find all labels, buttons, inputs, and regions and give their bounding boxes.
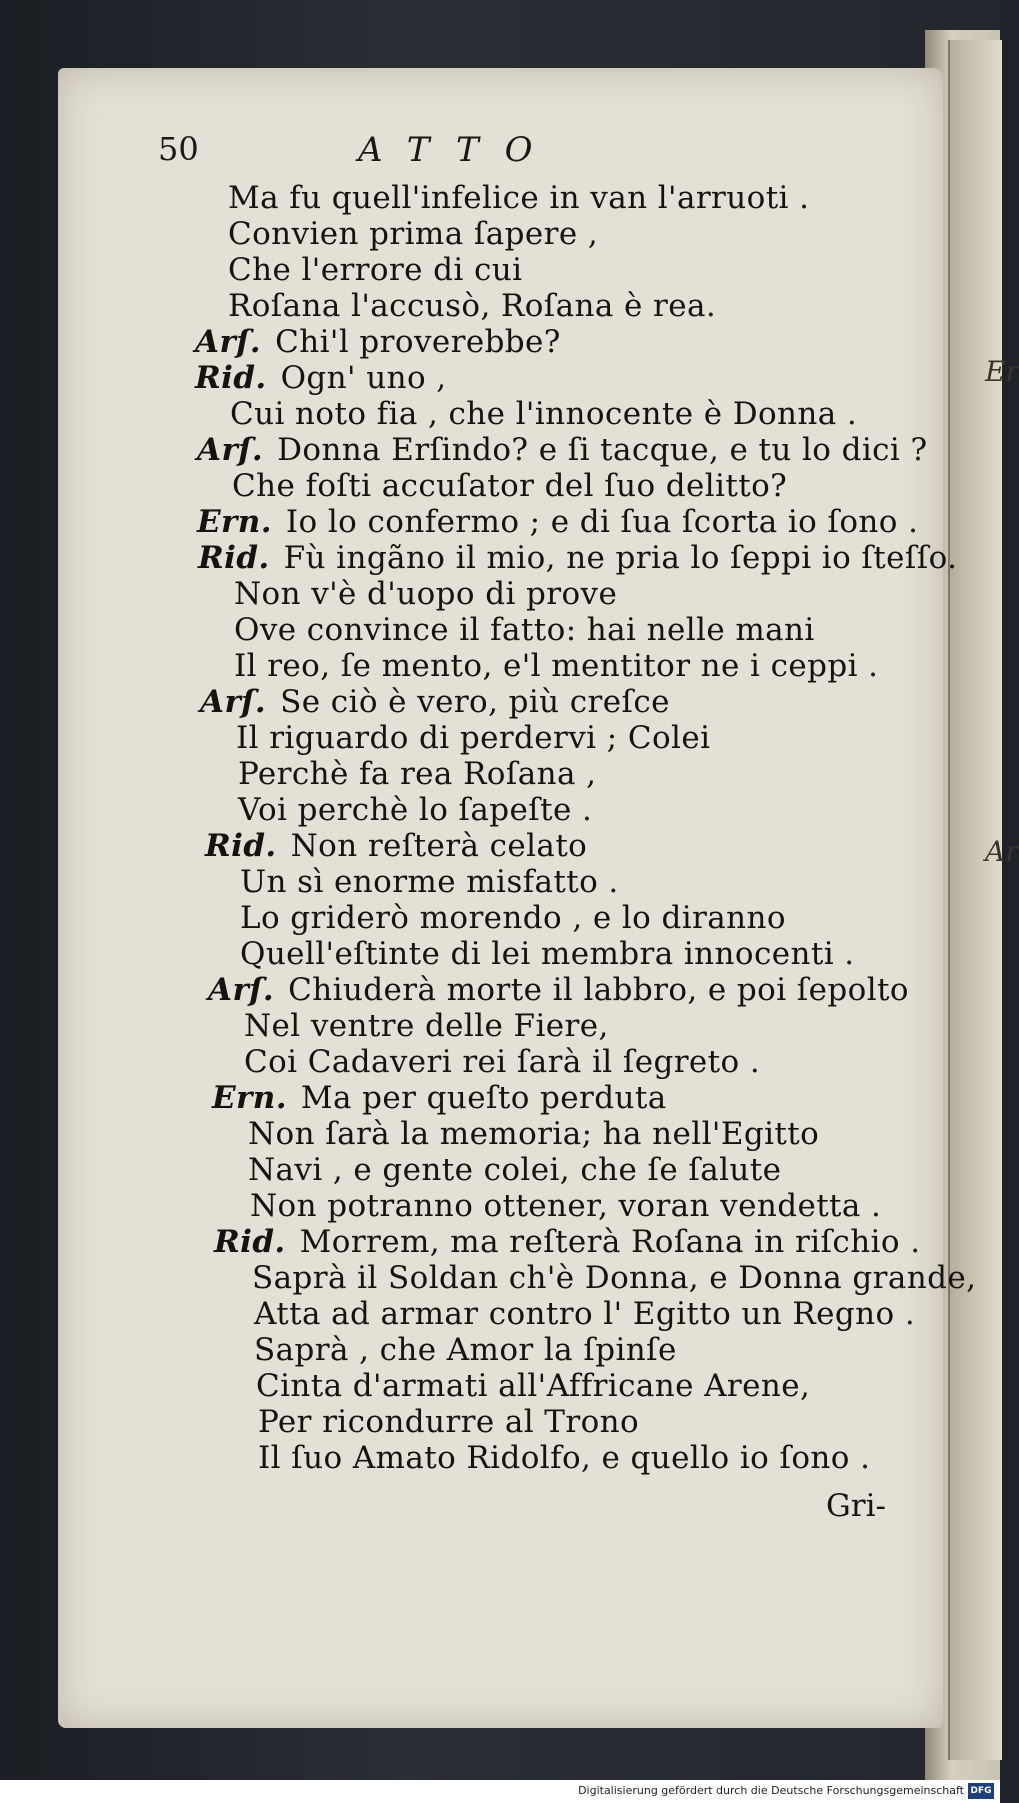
line-text: Morrem, ma reſterà Roſana in riſchio .: [299, 1224, 921, 1260]
speaker-label: Arſ.: [200, 684, 267, 720]
line-text: Non reſterà celato: [290, 828, 588, 864]
verse-line: [208, 972, 909, 1008]
verse-line: [248, 1116, 819, 1152]
line-text: Non potranno ottener, voran vendetta .: [250, 1188, 882, 1224]
verse-line: [254, 1332, 677, 1368]
line-text: Un sì enorme misfatto .: [240, 864, 619, 900]
line-text: Cinta d'armati all'Affricane Arene,: [256, 1368, 811, 1404]
line-text: Ma per queſto perduta: [300, 1080, 667, 1116]
verse-line: [258, 1440, 870, 1476]
verse-line: [198, 540, 957, 576]
line-text: Saprà , che Amor la ſpinſe: [254, 1332, 677, 1368]
verse-line: [195, 324, 561, 360]
speaker-label: Ern.: [212, 1080, 287, 1116]
verse-line: [232, 468, 787, 504]
speaker-label: Rid.: [214, 1224, 286, 1260]
page-header: [158, 130, 878, 180]
verse-line: [234, 612, 815, 648]
verse-line: [230, 396, 857, 432]
verse-line: [240, 936, 855, 972]
line-text: Roſana l'accusò, Roſana è rea.: [228, 288, 717, 324]
verse-line: [252, 1260, 976, 1296]
speaker-label: Rid.: [195, 360, 267, 396]
verse-line: [258, 1404, 639, 1440]
facing-page-fragment: Ar: [985, 835, 1019, 868]
line-text: Ma fu quell'infelice in van l'arruoti .: [228, 180, 810, 216]
verse-line: [200, 684, 670, 720]
verse-line: [228, 252, 522, 288]
digitization-footer: [0, 1780, 1000, 1803]
line-text: Il reo, ſe mento, e'l mentitor ne i ceppi .: [234, 648, 879, 684]
line-text: Il ſuo Amato Ridolfo, e quello io ſono .: [258, 1440, 871, 1476]
verse-line: [236, 720, 710, 756]
line-text: Quell'eſtinte di lei membra innocenti .: [240, 936, 855, 972]
line-text: Donna Erſindo? e ſi tacque, e tu lo dici ?: [277, 432, 928, 468]
verse-line: [256, 1368, 810, 1404]
footer-credit: Digitalisierung gefördert durch die Deutsche Forschungsgemeinschaft: [578, 1784, 964, 1797]
line-text: Ogn' uno ,: [280, 360, 447, 396]
line-text: Chi'l proverebbe?: [275, 324, 561, 360]
verse-line: [214, 1224, 920, 1260]
speaker-label: Rid.: [198, 540, 270, 576]
line-text: Per ricondurre al Trono: [258, 1404, 640, 1440]
verse-line: [240, 864, 619, 900]
line-text: Chiuderà morte il labbro, e poi ſepolto: [288, 972, 909, 1008]
line-text: Non v'è d'uopo di prove: [234, 576, 618, 612]
running-head: ATTO: [358, 130, 559, 170]
line-text: Che l'errore di cui: [228, 252, 523, 288]
line-text: Se ciò è vero, più creſce: [280, 684, 670, 720]
verse-line: [248, 1152, 781, 1188]
verse-line: [240, 900, 786, 936]
verse-line: [234, 576, 617, 612]
line-text: Coi Cadaveri rei ſarà il ſegreto .: [244, 1044, 761, 1080]
line-text: Voi perchè lo ſapeſte .: [238, 792, 593, 828]
verse-line: [244, 1044, 760, 1080]
verse-line: [238, 756, 596, 792]
line-text: Nel ventre delle Fiere,: [244, 1008, 609, 1044]
verse-line: [228, 180, 809, 216]
verse-line: [234, 648, 878, 684]
speaker-label: Arſ.: [195, 324, 262, 360]
dfg-logo: DFG: [968, 1783, 994, 1799]
facing-page-fragment: Er: [985, 355, 1019, 388]
speaker-label: Arſ.: [208, 972, 275, 1008]
line-text: Perchè fa rea Roſana ,: [238, 756, 597, 792]
line-text: Cui noto fia , che l'innocente è Donna .: [230, 396, 858, 432]
verse-line: [197, 504, 918, 540]
facing-page-edge: [948, 40, 1002, 1760]
verse-line: [228, 288, 716, 324]
catchword: Gri-: [826, 1488, 886, 1524]
speaker-label: Ern.: [197, 504, 272, 540]
line-text: Fù ingãno il mio, ne pria lo ſeppi io ſteſſo.: [283, 540, 958, 576]
verse-line: [254, 1296, 915, 1332]
verse-line: [244, 1008, 609, 1044]
line-text: Convien prima ſapere ,: [228, 216, 599, 252]
verse-line: [197, 432, 928, 468]
line-text: Io lo confermo ; e di ſua ſcorta io ſono .: [285, 504, 919, 540]
line-text: Saprà il Soldan ch'è Donna, e Donna grande,: [252, 1260, 977, 1296]
verse-line: [195, 360, 447, 396]
line-text: Ove convince il fatto: hai nelle mani: [234, 612, 815, 648]
verse-line: [212, 1080, 667, 1116]
line-text: Non ſarà la memoria; ha nell'Egitto: [248, 1116, 820, 1152]
line-text: Atta ad armar contro l' Egitto un Regno .: [254, 1296, 916, 1332]
speaker-label: Arſ.: [197, 432, 264, 468]
line-text: Navi , e gente colei, che ſe ſalute: [248, 1152, 782, 1188]
speaker-label: Rid.: [205, 828, 277, 864]
line-text: Che foſti accuſator del ſuo delitto?: [232, 468, 788, 504]
verse-line: [228, 216, 598, 252]
verse-line: [250, 1188, 881, 1224]
verse-line: [205, 828, 587, 864]
page-number: 50: [158, 130, 199, 168]
line-text: Il riguardo di perdervi ; Colei: [236, 720, 711, 756]
line-text: Lo griderò morendo , e lo diranno: [240, 900, 786, 936]
verse-line: [238, 792, 592, 828]
